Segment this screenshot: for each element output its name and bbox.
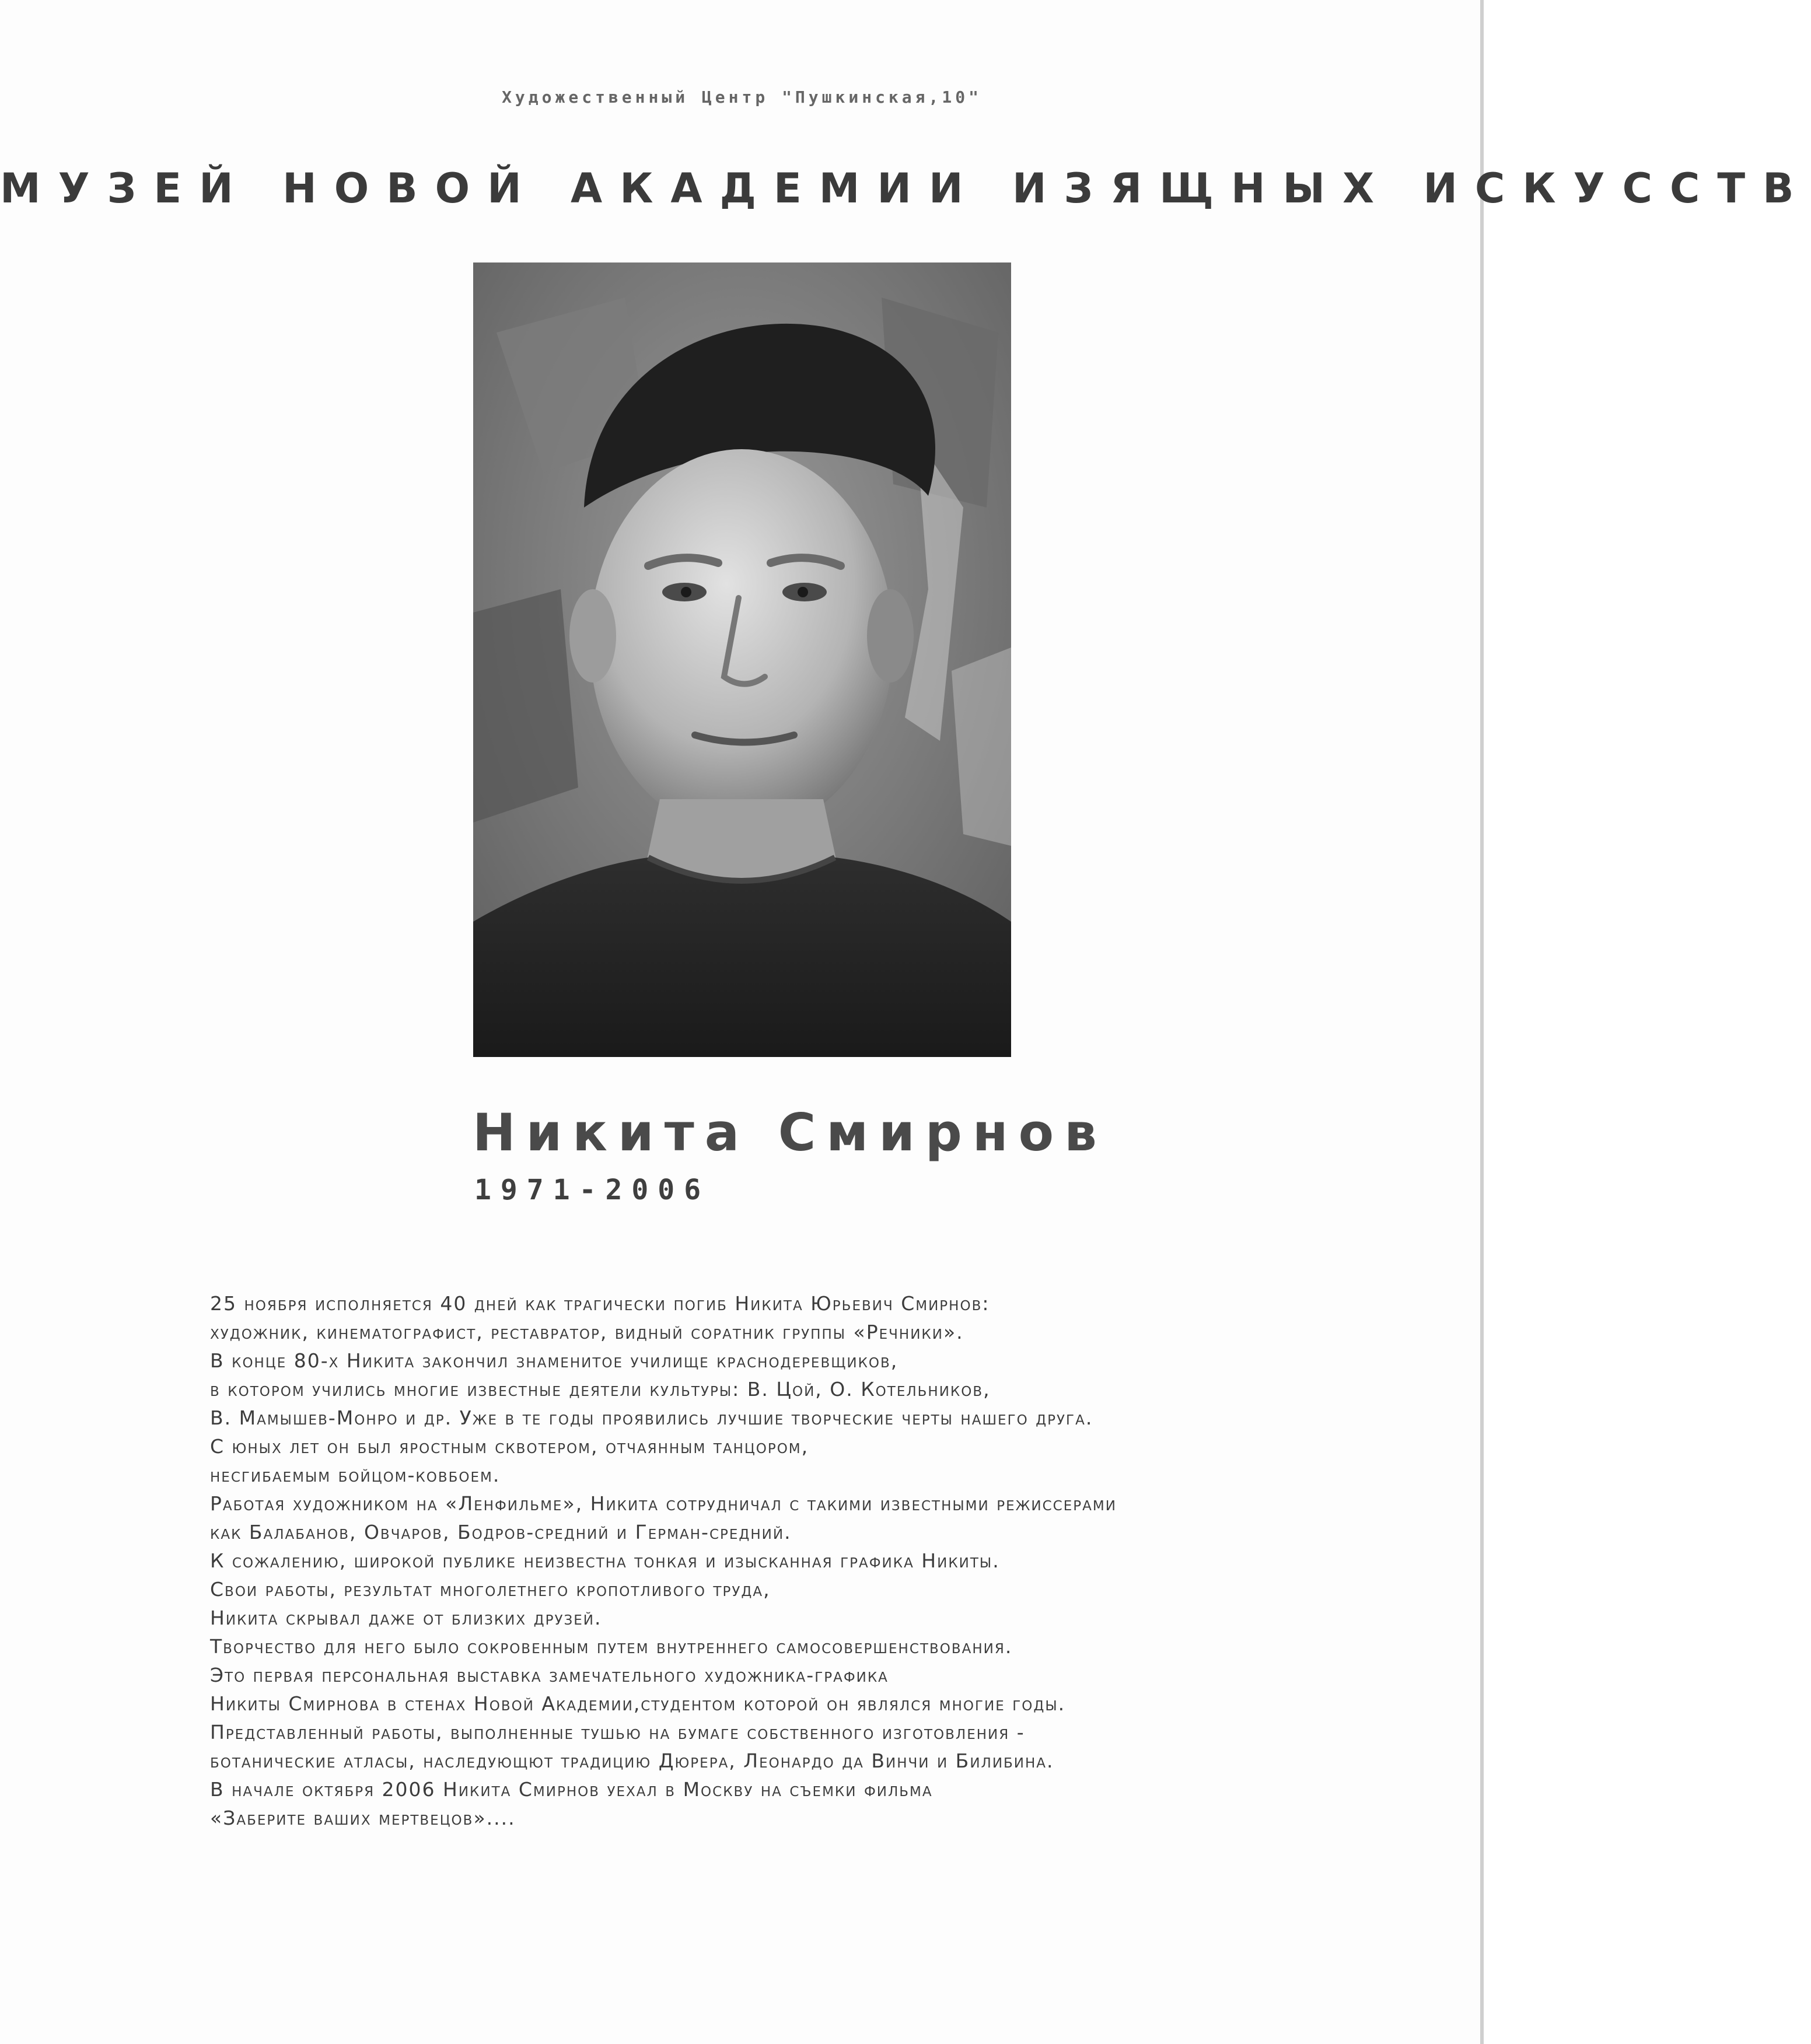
bio-line: Работая художником на «Ленфильме», Никита сотрудничал с такими известными режиссерами [210,1492,1117,1515]
bio-line: В. Мамышев-Монро и др. Уже в те годы проявились лучшие творческие черты нашего друга. [210,1406,1093,1429]
bio-line: как Балабанов, Овчаров, Бодров-средний и Герман-средний. [210,1521,792,1544]
bio-line: В начале октября 2006 Никита Смирнов уехал в Москву на съемки фильма [210,1778,933,1801]
bio-line: ботанические атласы, наследующют традицию Дюрера, Леонардо да Винчи и Билибина. [210,1749,1054,1772]
bio-line: в котором учились многие известные деятели культуры: В. Цой, О. Котельников, [210,1378,991,1401]
artist-name: Никита Смирнов [473,1102,1107,1163]
art-center-name: Художественный Центр "Пушкинская,10" [502,88,982,107]
bio-line: Творчество для него было сокровенным путем внутреннего самосовершенствования. [210,1635,1013,1658]
bio-line: К сожалению, широкой публике неизвестна тонкая и изысканная графика Никиты. [210,1549,1000,1572]
bio-line: несгибаемым бойцом-ковбоем. [210,1464,501,1486]
bio-text [210,1289,1365,1832]
bio-line: Это первая персональная выставка замечательного художника-графика [210,1664,889,1686]
museum-title: МУЗЕЙ НОВОЙ АКАДЕМИИ ИЗЯЩНЫХ ИСКУССТВ [0,164,1811,212]
bio-line: С юных лет он был яростным сквотером, отчаянным танцором, [210,1435,809,1458]
bio-line: В конце 80-х Никита закончил знаменитое училище краснодеревщиков, [210,1349,898,1372]
artist-years: 1971-2006 [474,1174,711,1206]
bio-line: Никита скрывал даже от близких друзей. [210,1606,602,1629]
bio-line: 25 ноября исполняется 40 дней как трагически погиб Никита Юрьевич Смирнов: [210,1292,990,1315]
bio-line: «Заберите ваших мертвецов».... [210,1807,516,1829]
bio-line: Свои работы, результат многолетнего кропотливого труда, [210,1578,771,1601]
bio-line: Никиты Смирнова в стенах Новой Академии,студентом которой он являлся многие годы. [210,1692,1066,1715]
bio-line: Представленный работы, выполненные тушью на бумаге собственного изготовления - [210,1721,1025,1744]
page-edge [1480,0,1484,2044]
portrait-photo [473,262,1011,1057]
bio-line: художник, кинематографист, реставратор, видный соратник группы «Речники». [210,1321,964,1343]
